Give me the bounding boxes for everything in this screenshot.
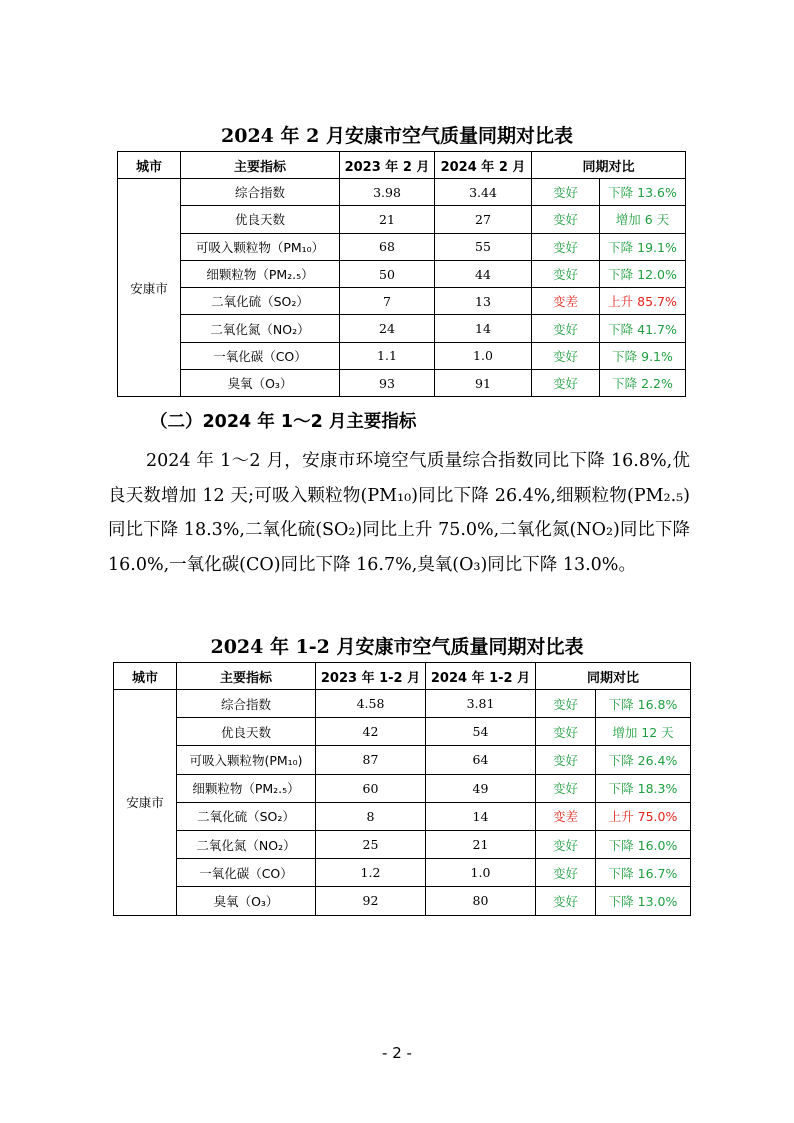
table-row — [114, 802, 691, 830]
table-header-row — [114, 663, 691, 690]
trend-cell: 变差 — [536, 802, 596, 830]
change-cell: 下降 12.0% — [600, 260, 686, 287]
curr-value-cell: 3.81 — [426, 690, 536, 718]
indicator-cell: 一氧化碳（CO） — [181, 342, 340, 369]
city-cell: 安康市 — [118, 179, 181, 397]
change-cell: 下降 13.0% — [596, 887, 691, 915]
table-row — [114, 746, 691, 774]
prev-value-cell: 7 — [340, 288, 435, 315]
prev-value-cell: 92 — [316, 887, 426, 915]
trend-cell: 变好 — [536, 746, 596, 774]
curr-value-cell: 64 — [426, 746, 536, 774]
curr-value-cell: 55 — [435, 233, 532, 260]
indicator-cell: 二氧化硫（SO₂） — [181, 288, 340, 315]
change-cell: 下降 26.4% — [596, 746, 691, 774]
indicator-cell: 综合指数 — [177, 690, 316, 718]
header-city: 城市 — [118, 152, 181, 179]
curr-value-cell: 1.0 — [435, 342, 532, 369]
table1-body — [118, 179, 686, 397]
curr-value-cell: 54 — [426, 718, 536, 746]
summary-text: 2024 年 1～2 月，安康市环境空气质量综合指数同比下降 16.8%,优良天数增加 12 天;可吸入颗粒物(PM₁₀)同比下降 26.4%,细颗粒物(PM₂.₅)同比下降 18.3%,二氧化硫(SO₂)同比上升 75.0%,二氧化氮(NO₂)同比下降 16.0%,一氧化碳(CO)同比下降 16.7%,臭氧(O₃)同比下降 13.0%。 — [108, 451, 690, 575]
table-row — [114, 774, 691, 802]
table2-body — [114, 690, 691, 916]
trend-cell: 变好 — [536, 830, 596, 858]
indicator-cell: 可吸入颗粒物(PM₁₀) — [177, 746, 316, 774]
trend-cell: 变好 — [536, 774, 596, 802]
trend-cell: 变好 — [532, 206, 600, 233]
table-row — [118, 370, 686, 397]
change-cell: 上升 75.0% — [596, 802, 691, 830]
trend-cell: 变好 — [532, 179, 600, 206]
table-row — [118, 179, 686, 206]
table-row — [114, 718, 691, 746]
change-cell: 下降 16.0% — [596, 830, 691, 858]
summary-paragraph — [108, 444, 690, 582]
table-row — [118, 288, 686, 315]
header-prev-period: 2023 年 2 月 — [340, 152, 435, 179]
change-cell: 上升 85.7% — [600, 288, 686, 315]
table-header-row — [118, 152, 686, 179]
indicator-cell: 臭氧（O₃） — [177, 887, 316, 915]
header-prev-period: 2023 年 1-2 月 — [316, 663, 426, 690]
city-cell: 安康市 — [114, 690, 177, 916]
indicator-cell: 臭氧（O₃） — [181, 370, 340, 397]
table-row — [114, 887, 691, 915]
trend-cell: 变好 — [536, 859, 596, 887]
indicator-cell: 综合指数 — [181, 179, 340, 206]
curr-value-cell: 3.44 — [435, 179, 532, 206]
curr-value-cell: 44 — [435, 260, 532, 287]
section-heading: （二）2024 年 1～2 月主要指标 — [150, 412, 417, 432]
table-row — [118, 315, 686, 342]
prev-value-cell: 24 — [340, 315, 435, 342]
prev-value-cell: 8 — [316, 802, 426, 830]
change-cell: 下降 18.3% — [596, 774, 691, 802]
trend-cell: 变好 — [532, 342, 600, 369]
curr-value-cell: 80 — [426, 887, 536, 915]
indicator-cell: 优良天数 — [181, 206, 340, 233]
curr-value-cell: 49 — [426, 774, 536, 802]
trend-cell: 变好 — [536, 718, 596, 746]
indicator-cell: 优良天数 — [177, 718, 316, 746]
indicator-cell: 二氧化硫（SO₂） — [177, 802, 316, 830]
change-cell: 增加 6 天 — [600, 206, 686, 233]
curr-value-cell: 1.0 — [426, 859, 536, 887]
prev-value-cell: 93 — [340, 370, 435, 397]
table2-title: 2024 年 1-2 月安康市空气质量同期对比表 — [210, 636, 584, 658]
indicator-cell: 可吸入颗粒物（PM₁₀） — [181, 233, 340, 260]
header-curr-period: 2024 年 1-2 月 — [426, 663, 536, 690]
table1-title: 2024 年 2 月安康市空气质量同期对比表 — [221, 125, 573, 147]
trend-cell: 变好 — [532, 233, 600, 260]
change-cell: 下降 41.7% — [600, 315, 686, 342]
change-cell: 下降 9.1% — [600, 342, 686, 369]
indicator-cell: 细颗粒物（PM₂.₅） — [177, 774, 316, 802]
prev-value-cell: 42 — [316, 718, 426, 746]
indicator-cell: 二氧化氮（NO₂） — [177, 830, 316, 858]
prev-value-cell: 68 — [340, 233, 435, 260]
prev-value-cell: 50 — [340, 260, 435, 287]
prev-value-cell: 1.2 — [316, 859, 426, 887]
table-row — [114, 830, 691, 858]
curr-value-cell: 13 — [435, 288, 532, 315]
trend-cell: 变好 — [536, 690, 596, 718]
curr-value-cell: 14 — [426, 802, 536, 830]
indicator-cell: 细颗粒物（PM₂.₅） — [181, 260, 340, 287]
header-indicator: 主要指标 — [177, 663, 316, 690]
curr-value-cell: 21 — [426, 830, 536, 858]
change-cell: 下降 16.7% — [596, 859, 691, 887]
table-row — [118, 342, 686, 369]
change-cell: 增加 12 天 — [596, 718, 691, 746]
header-comparison: 同期对比 — [532, 152, 686, 179]
header-indicator: 主要指标 — [181, 152, 340, 179]
trend-cell: 变好 — [532, 260, 600, 287]
prev-value-cell: 3.98 — [340, 179, 435, 206]
indicator-cell: 二氧化氮（NO₂） — [181, 315, 340, 342]
table-row — [114, 690, 691, 718]
page-number: - 2 - — [382, 1044, 412, 1062]
header-city: 城市 — [114, 663, 177, 690]
comparison-table-jan-feb — [113, 662, 691, 916]
table-row — [118, 206, 686, 233]
table-row — [118, 260, 686, 287]
change-cell: 下降 13.6% — [600, 179, 686, 206]
header-curr-period: 2024 年 2 月 — [435, 152, 532, 179]
curr-value-cell: 91 — [435, 370, 532, 397]
indicator-cell: 一氧化碳（CO） — [177, 859, 316, 887]
prev-value-cell: 60 — [316, 774, 426, 802]
trend-cell: 变好 — [532, 315, 600, 342]
trend-cell: 变好 — [536, 887, 596, 915]
prev-value-cell: 25 — [316, 830, 426, 858]
comparison-table-feb — [117, 151, 686, 397]
curr-value-cell: 27 — [435, 206, 532, 233]
curr-value-cell: 14 — [435, 315, 532, 342]
change-cell: 下降 16.8% — [596, 690, 691, 718]
table-row — [118, 233, 686, 260]
prev-value-cell: 4.58 — [316, 690, 426, 718]
trend-cell: 变好 — [532, 370, 600, 397]
header-comparison: 同期对比 — [536, 663, 691, 690]
prev-value-cell: 1.1 — [340, 342, 435, 369]
prev-value-cell: 87 — [316, 746, 426, 774]
table-row — [114, 859, 691, 887]
trend-cell: 变差 — [532, 288, 600, 315]
change-cell: 下降 2.2% — [600, 370, 686, 397]
prev-value-cell: 21 — [340, 206, 435, 233]
change-cell: 下降 19.1% — [600, 233, 686, 260]
